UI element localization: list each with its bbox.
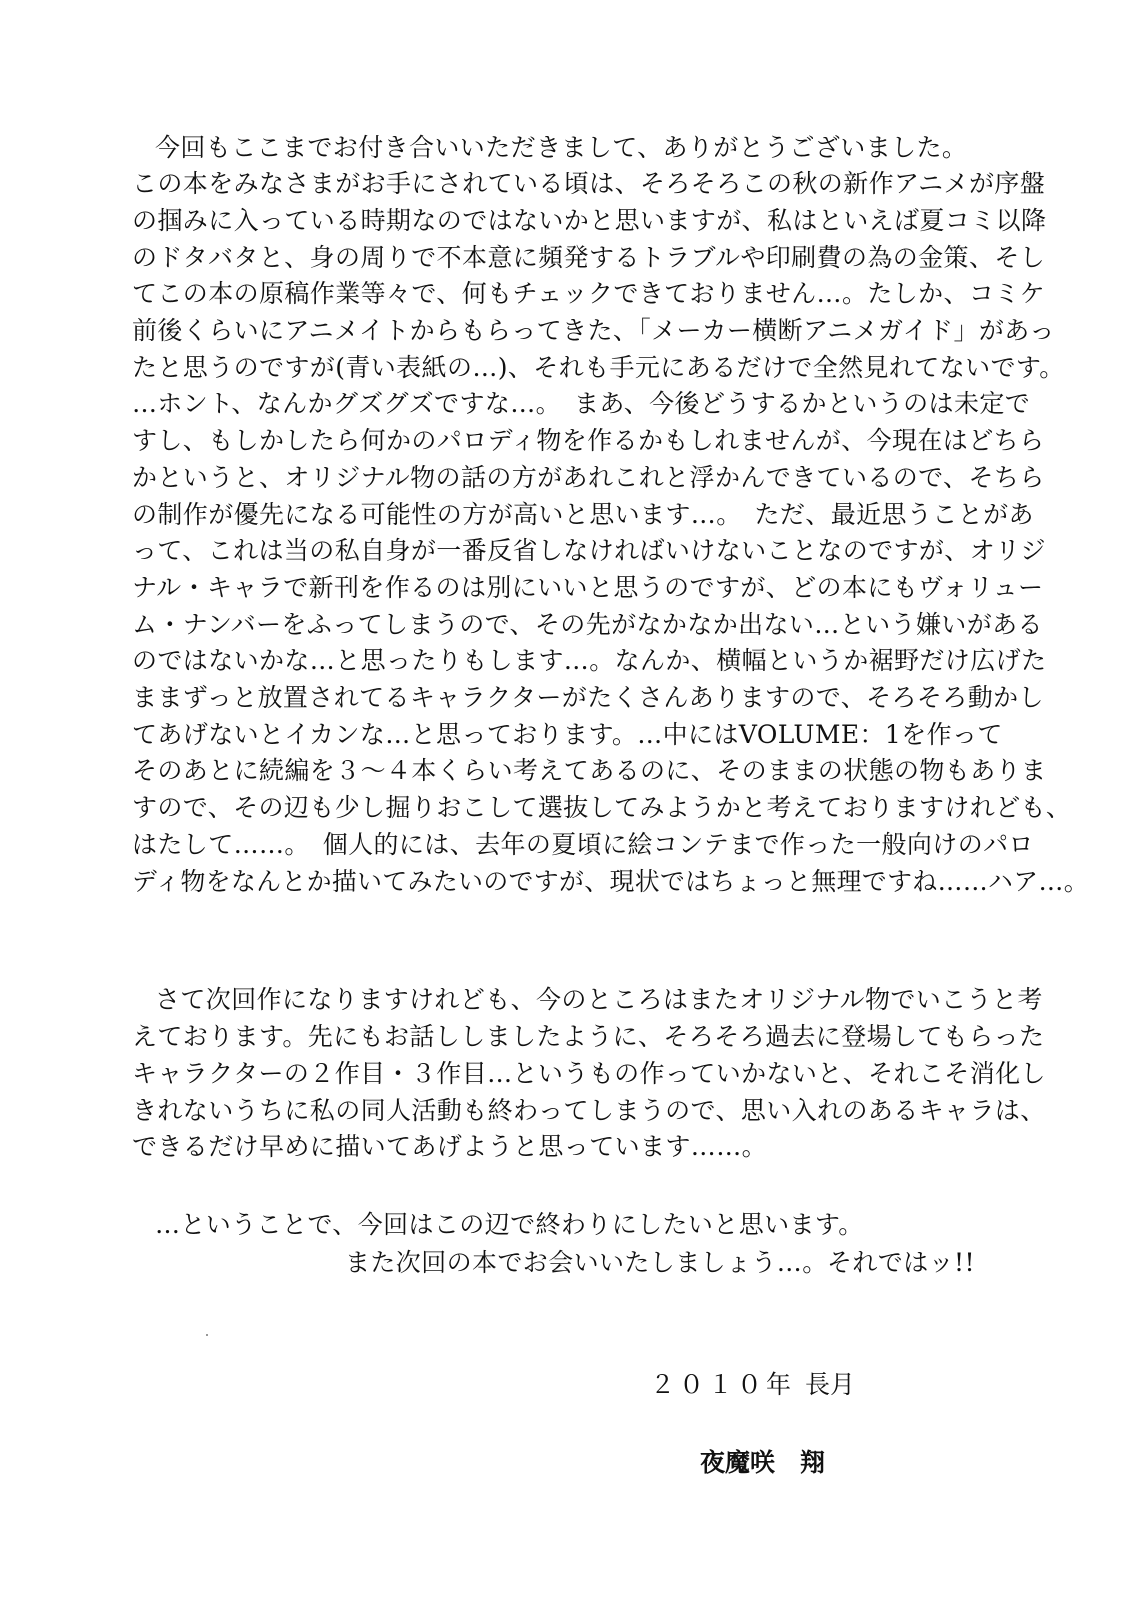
text-line: かというと、オリジナル物の話の方があれこれと浮かんできているので、そちら xyxy=(132,463,1045,492)
paper-speck xyxy=(206,1334,208,1336)
signoff: それではッ!! xyxy=(827,1248,975,1277)
text-line: きれないうちに私の同人活動も終わってしまうので、思い入れのあるキャラは、 xyxy=(132,1096,1046,1125)
text-line: すし、もしかしたら何かのパロディ物を作るかもしれませんが、今現在はどちら xyxy=(132,426,1045,455)
text-line: 前後くらいにアニメイトからもらってきた、「メーカー横断アニメガイド」があっ xyxy=(132,316,1055,345)
text-line: の掴みに入っている時期なのではないかと思いますが、私はといえば夏コミ以降 xyxy=(132,206,1047,235)
text-line: すので、その辺も少し掘りおこして選抜してみようかと考えておりますけれども、 xyxy=(132,793,1072,822)
closing-line: また次回の本でお会いいたしましょう…。 xyxy=(345,1248,828,1277)
text-line: さて次回作になりますけれども、今のところはまたオリジナル物でいこうと考 xyxy=(155,985,1043,1014)
date-month: 長月 xyxy=(805,1370,856,1399)
text-line: キャラクターの２作目・３作目…というもの作っていかないと、それこそ消化し xyxy=(132,1059,1046,1088)
text-line: たと思うのですが(青い表紙の…)、それも手元にあるだけで全然見れてないです。 xyxy=(132,353,1065,382)
text-line: って、これは当の私自身が一番反省しなければいけないことなのですが、オリジ xyxy=(132,536,1046,565)
author-signature: 夜魔咲 翔 xyxy=(700,1448,826,1477)
text-line: ディ物をなんとか描いてみたいのですが、現状ではちょっと無理ですね……ハア…。 xyxy=(132,867,1089,896)
text-line: ままずっと放置されてるキャラクターがたくさんありますので、そろそろ動かし xyxy=(132,683,1044,712)
text-line: そのあとに続編を３～４本くらい考えてあるのに、そのままの状態の物もありま xyxy=(132,756,1047,785)
text-line: ム・ナンバーをふってしまうので、その先がなかなか出ない…という嫌いがある xyxy=(132,610,1043,639)
date-year: ２０１０年 xyxy=(650,1370,796,1399)
text-line: ナル・キャラで新刊を作るのは別にいいと思うのですが、どの本にもヴォリュー xyxy=(132,573,1044,602)
text-line: の制作が優先になる可能性の方が高いと思います…。 ただ、最近思うことがあ xyxy=(132,500,1034,529)
text-line: …ホント、なんかグズグズですな…。 まあ、今後どうするかというのは未定で xyxy=(132,389,1031,418)
text-line: えております。先にもお話ししましたように、そろそろ過去に登場してもらった xyxy=(132,1022,1045,1051)
text-line: てこの本の原稿作業等々で、何もチェックできておりません…。たしか、コミケ xyxy=(132,279,1046,308)
text-line: のドタバタと、身の周りで不本意に頻発するトラブルや印刷費の為の金策、そし xyxy=(132,243,1046,272)
text-line: この本をみなさまがお手にされている頃は、そろそろこの秋の新作アニメが序盤 xyxy=(132,169,1046,198)
text-line: のではないかな…と思ったりもします…。なんか、横幅というか裾野だけ広げた xyxy=(132,646,1047,675)
text-line: できるだけ早めに描いてあげようと思っています……。 xyxy=(132,1132,768,1161)
text-line: 今回もここまでお付き合いいただきまして、ありがとうございました。 xyxy=(155,133,968,162)
text-line: はたして……。 個人的には、去年の夏頃に絵コンテまで作った一般向けのパロ xyxy=(132,830,1034,859)
text-line: てあげないとイカンな…と思っております。…中にはVOLUME：1を作って xyxy=(132,720,1003,749)
closing-line: …ということで、今回はこの辺で終わりにしたいと思います。 xyxy=(155,1210,864,1239)
